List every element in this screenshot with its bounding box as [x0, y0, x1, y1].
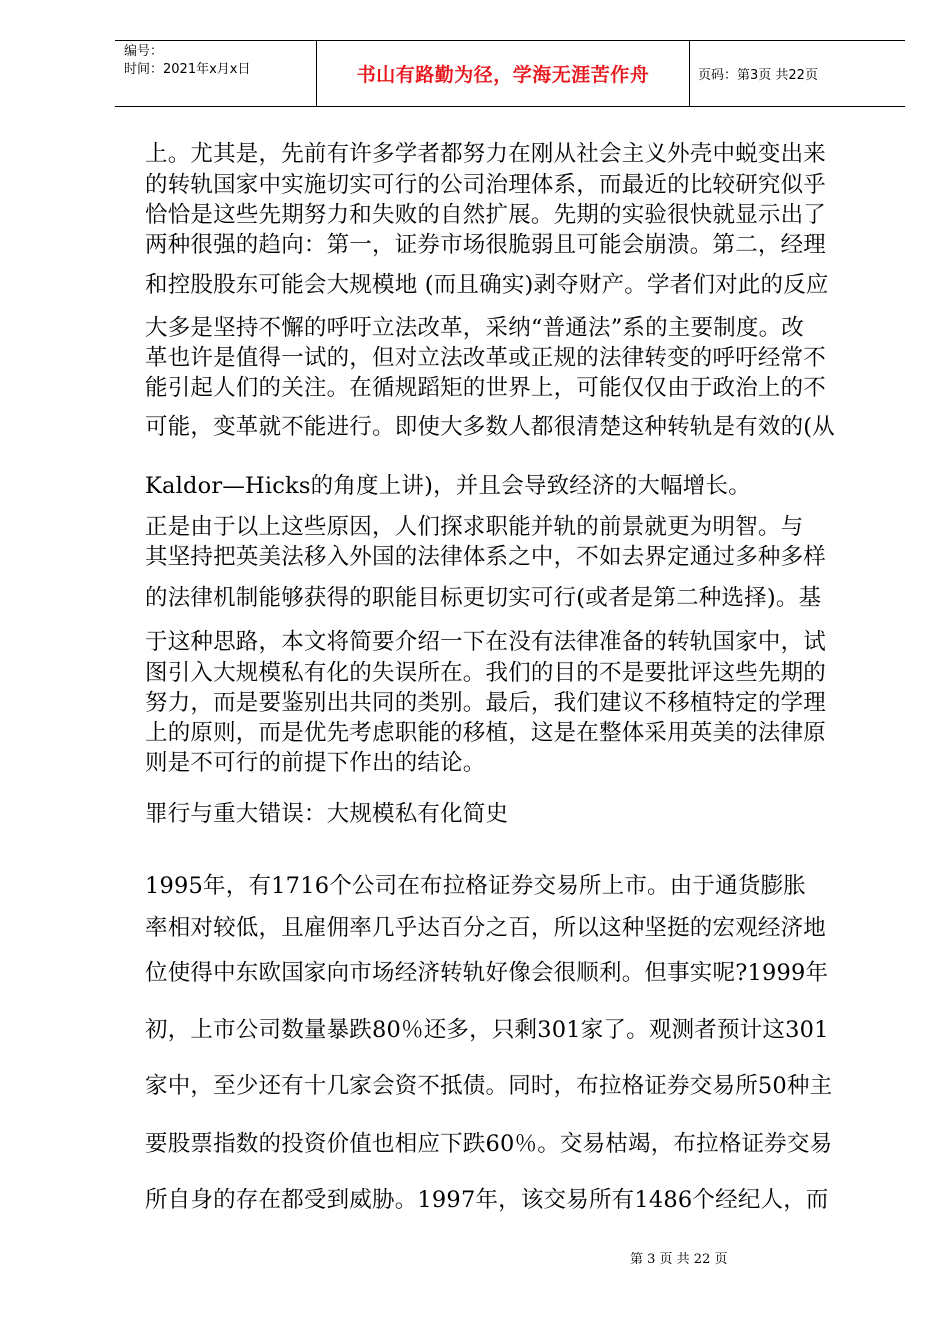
body-line: 于这种思路，本文将简要介绍一下在没有法律准备的转轨国家中，试 [145, 629, 827, 655]
body-line: 其坚持把英美法移入外国的法律体系之中，不如去界定通过多种多样 [145, 544, 827, 570]
body-line: 上的原则，而是优先考虑职能的移植，这是在整体采用英美的法律原 [145, 720, 827, 746]
body-line: 恰恰是这些先期努力和失败的自然扩展。先期的实验很快就显示出了 [145, 202, 827, 228]
body-line: Kaldor—Hicks的角度上讲)，并且会导致经济的大幅增长。 [145, 473, 751, 499]
body-line: 正是由于以上这些原因，人们探求职能并轨的前景就更为明智。与 [145, 514, 804, 540]
body-line: 努力，而是要鉴别出共同的类别。最后，我们建议不移植特定的学理 [145, 690, 827, 716]
body-line: 率相对较低，且雇佣率几乎达百分之百，所以这种坚挺的宏观经济地 [145, 915, 827, 941]
body-line: 两种很强的趋向：第一，证券市场很脆弱且可能会崩溃。第二，经理 [145, 232, 827, 258]
body-line: 的转轨国家中实施切实可行的公司治理体系，而最近的比较研究似乎 [145, 172, 827, 198]
body-line: 所自身的存在都受到威胁。1997年，该交易所有1486个经纪人，而 [145, 1187, 829, 1213]
body-line: 图引入大规模私有化的失误所在。我们的目的不是要批评这些先期的 [145, 660, 827, 686]
body-line: 的法律机制能够获得的职能目标更切实可行(或者是第二种选择)。基 [145, 585, 822, 611]
body-line: 能引起人们的关注。在循规蹈矩的世界上，可能仅仅由于政治上的不 [145, 375, 827, 401]
body-line: 要股票指数的投资价值也相应下跌60％。交易枯竭，布拉格证券交易 [145, 1131, 833, 1157]
body-line: 革也许是值得一试的，但对立法改革或正规的法律转变的呼吁经常不 [145, 345, 827, 371]
body-line: 可能，变革就不能进行。即使大多数人都很清楚这种转轨是有效的(从 [145, 414, 835, 440]
section-heading: 罪行与重大错误：大规模私有化简史 [145, 801, 509, 827]
doc-time-label: 时间：2021年x月x日 [124, 62, 251, 77]
body-line: 家中，至少还有十几家会资不抵债。同时，布拉格证券交易所50种主 [145, 1073, 833, 1099]
header-motto: 书山有路勤为径，学海无涯苦作舟 [316, 41, 690, 106]
page-header [115, 40, 905, 107]
header-page-label: 页码：第3页 共22页 [698, 68, 818, 83]
body-line: 位使得中东欧国家向市场经济转轨好像会很顺利。但事实呢?1999年 [145, 960, 829, 986]
body-line: 初，上市公司数量暴跌80％还多，只剩301家了。观测者预计这301 [145, 1017, 829, 1043]
header-info-cell [115, 41, 316, 106]
body-line: 大多是坚持不懈的呼吁立法改革，采纳“普通法”系的主要制度。改 [145, 315, 805, 341]
doc-code-label: 编号： [124, 44, 164, 59]
body-line: 则是不可行的前提下作出的结论。 [145, 750, 486, 776]
page-footer: 第 3 页 共 22 页 [630, 1252, 728, 1267]
body-line: 1995年，有1716个公司在布拉格证券交易所上市。由于通货膨胀 [145, 873, 806, 899]
body-line: 和控股股东可能会大规模地 (而且确实)剥夺财产。学者们对此的反应 [145, 272, 829, 298]
body-line: 上。尤其是，先前有许多学者都努力在刚从社会主义外壳中蜕变出来 [145, 141, 827, 167]
